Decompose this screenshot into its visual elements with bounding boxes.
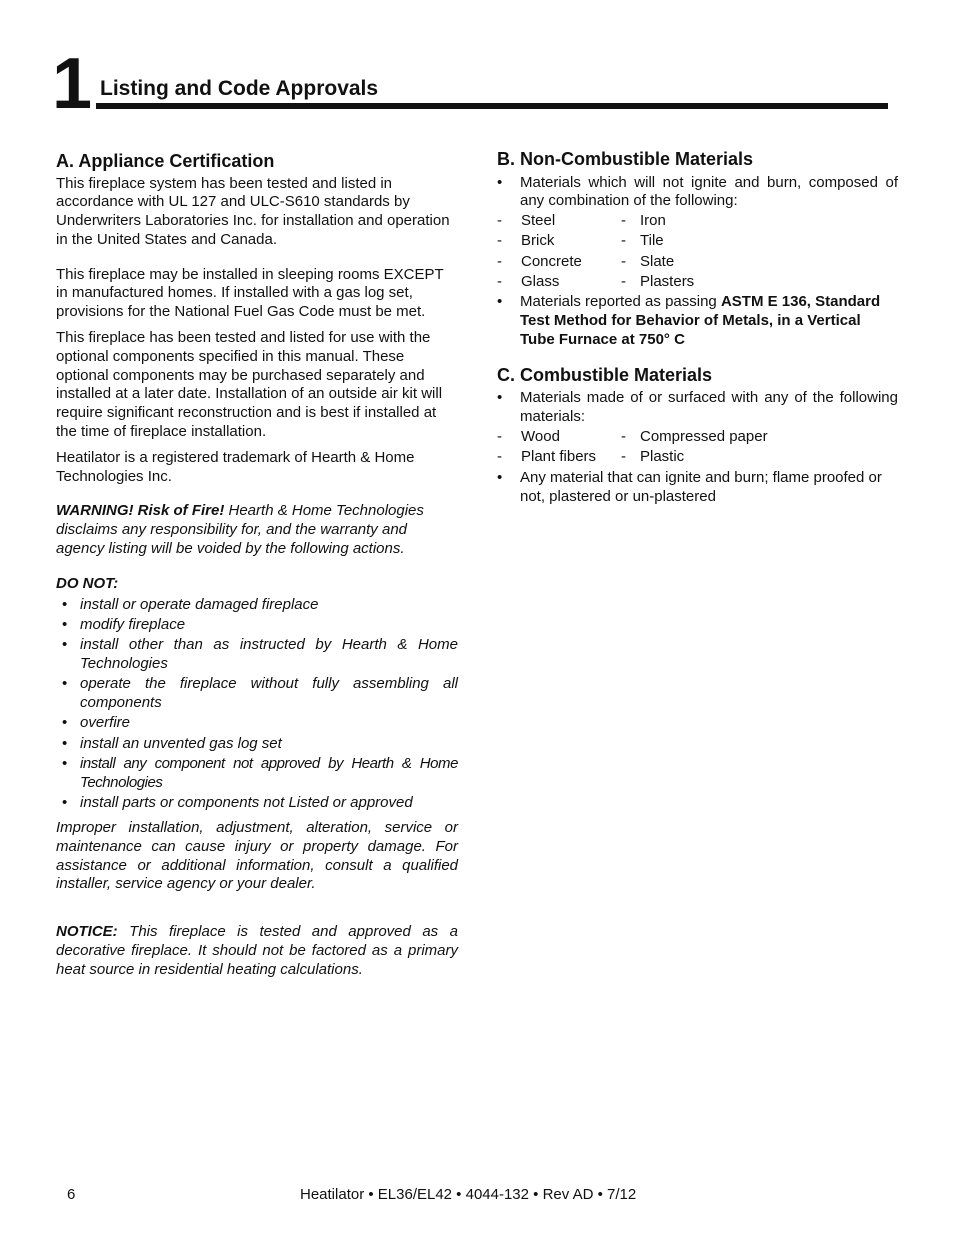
list-item: • Materials which will not ignite and burn, composed of any combination of the following: - Steel - Iron - Brick - Tile - Concrete - Slate - Glass - Plasters: [497, 174, 898, 292]
do-not-label: DO NOT:: [56, 574, 119, 592]
list-item: • overfire: [62, 714, 131, 732]
list-item: • operate the fireplace without fully assembling all components: [62, 675, 458, 712]
list-item: • install parts or components not Listed or approved: [62, 794, 413, 812]
non-combustible-list: [497, 174, 898, 350]
do-not-list: [56, 596, 458, 813]
notice-label: NOTICE:: [56, 923, 118, 941]
list-item: • modify fireplace: [62, 615, 186, 633]
footer-doc-info: Heatilator • EL36/EL42 • 4044-132 • Rev AD • 7/12: [300, 1186, 637, 1203]
material-grid: - Wood - Compressed paper - Plant fibers - Plastic: [497, 427, 768, 466]
title-rule: [96, 103, 888, 109]
section-a-heading: A. Appliance Certification: [56, 151, 275, 171]
section-a-para-3: This fireplace has been tested and listed for use with the optional components specified in this manual. These optional components may be purchased separately and installed at a later date. Installation of an outside air kit will require significant reconstruction and is best if installed at the time of fireplace installation.: [56, 329, 443, 441]
chapter-number: 1: [52, 44, 91, 124]
section-a-para-2: This fireplace may be installed in sleeping rooms EXCEPT in manufactured homes. If installed with a gas log set, provisions for the National Fuel Gas Code must be met.: [56, 265, 444, 321]
list-item: • install other than as instructed by Hearth & Home Technologies: [62, 636, 458, 673]
warning-paragraph: [56, 502, 458, 558]
page-number: 6: [67, 1186, 76, 1203]
improper-paragraph: Improper installation, adjustment, alteration, service or maintenance can cause injury or property damage. For assistance or additional information, consult a qualified installer, service agency or your dealer.: [56, 818, 458, 893]
notice-paragraph: [56, 923, 458, 979]
combustible-list: [497, 389, 898, 506]
list-item: • Materials reported as passing ASTM E 136, Standard Test Method for Behavior of Metals, in a Vertical Tube Furnace at 750° C: [497, 293, 881, 348]
section-b-heading: B. Non-Combustible Materials: [497, 149, 754, 169]
warning-text: Hearth & Home Technologies disclaims any responsibility for, and the warranty and agency listing will be voided by the following actions.: [56, 502, 424, 558]
list-item: • install or operate damaged fireplace: [62, 595, 319, 613]
list-item: • Any material that can ignite and burn; flame proofed or not, plastered or un-plastered: [497, 468, 882, 505]
right-column: [497, 148, 898, 508]
warning-label: WARNING! Risk of Fire!: [56, 502, 225, 520]
list-item: • install an unvented gas log set: [62, 734, 282, 752]
list-item: • install any component not approved by Hearth & Home Technologies: [62, 755, 458, 791]
section-a-para-4: Heatilator is a registered trademark of Hearth & Home Technologies Inc.: [56, 448, 415, 485]
section-a-para-1: This fireplace system has been tested and listed in accordance with UL 127 and ULC-S610 standards by Underwriters Laboratories Inc. for installation and operation in the United States and Canada.: [56, 174, 450, 248]
notice-text: This fireplace is tested and approved as a decorative fireplace. It should not be factored as a primary heat source in residential heating calculations.: [56, 923, 458, 978]
list-item: • Materials made of or surfaced with any of the following materials: - Wood - Compressed paper - Plant fibers - Plastic: [497, 389, 898, 467]
page-title: Listing and Code Approvals: [100, 77, 379, 100]
section-c-heading: C. Combustible Materials: [497, 364, 713, 385]
material-grid: - Steel - Iron - Brick - Tile - Concrete - Slate - Glass - Plasters: [497, 212, 695, 290]
left-column: [56, 150, 458, 979]
